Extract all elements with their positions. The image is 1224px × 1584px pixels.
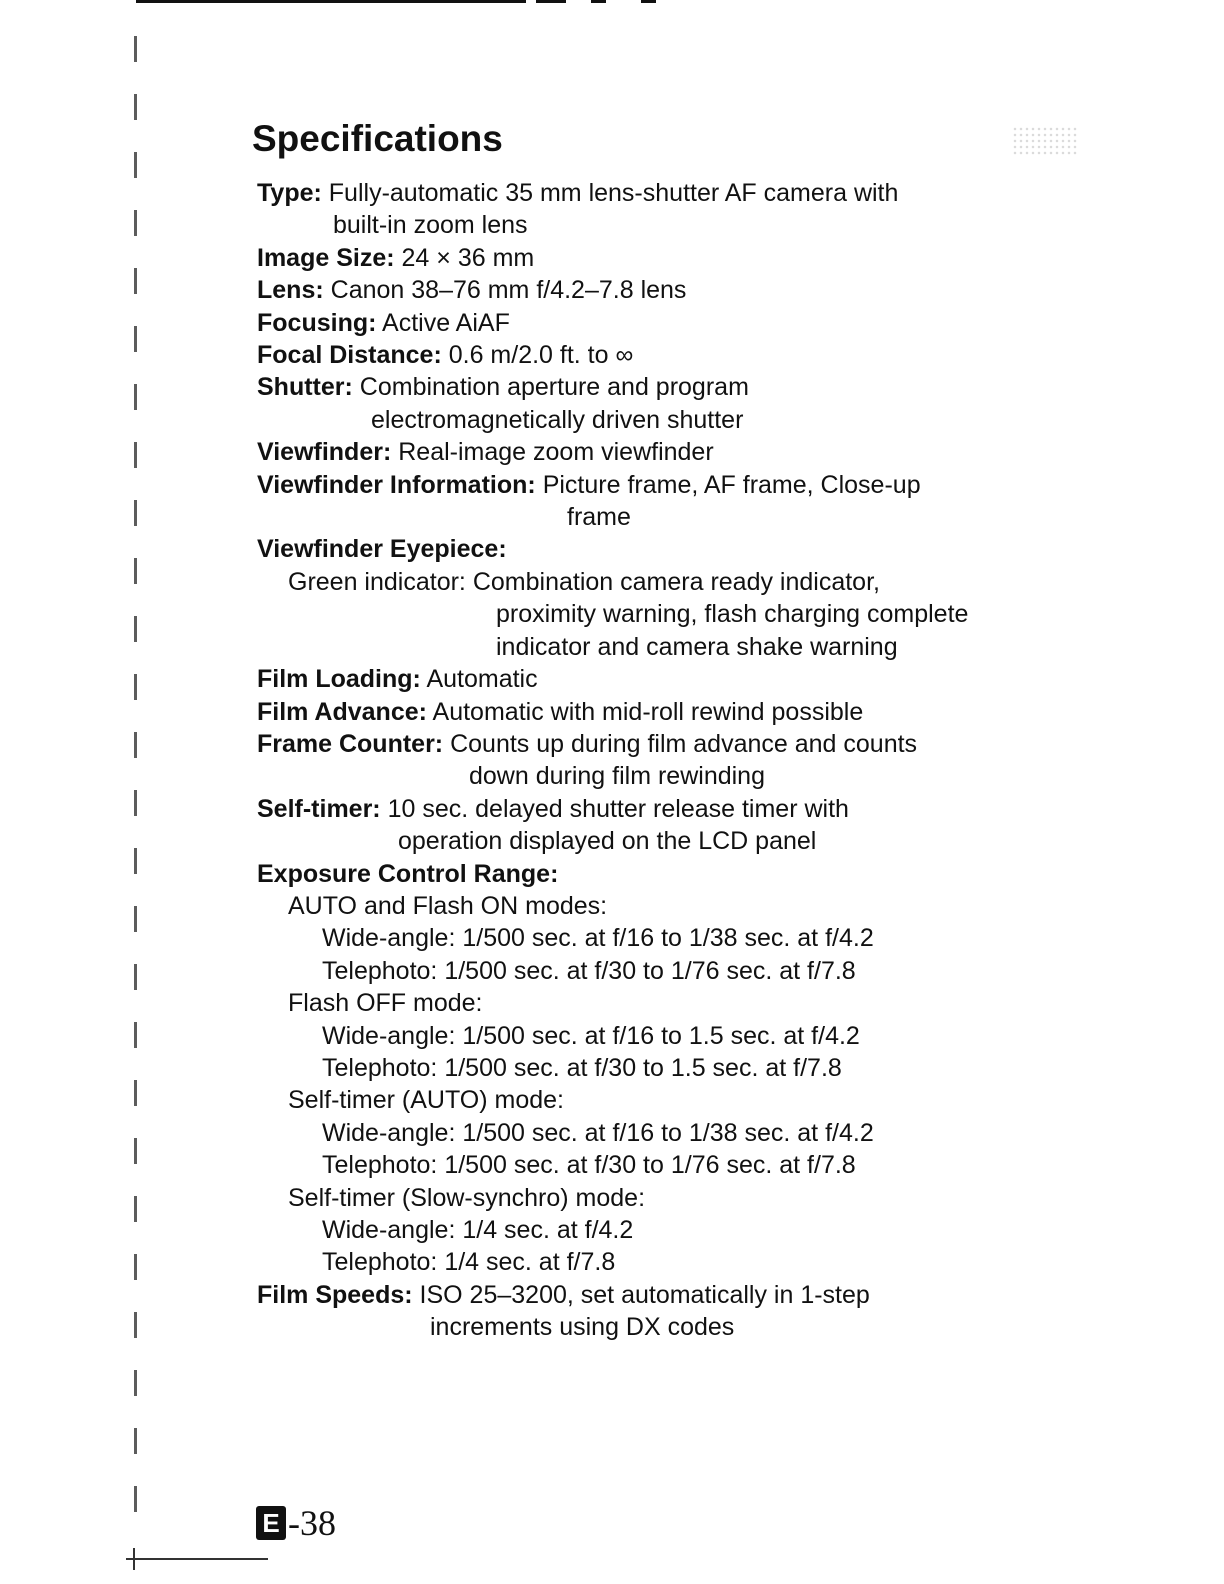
spec-value: 0.6 m/2.0 ft. to ∞ <box>448 341 634 370</box>
spec-continuation: electromagnetically driven shutter <box>371 405 744 434</box>
spec-focusing <box>257 307 1057 339</box>
spec-continuation: indicator and camera shake warning <box>496 632 898 661</box>
spec-value: Combination camera ready indicator, <box>472 567 880 596</box>
spec-sub-label: Green indicator: <box>288 567 466 596</box>
top-rule <box>136 0 656 3</box>
specifications-list <box>257 177 1057 1344</box>
spec-label: Film Advance: <box>257 697 427 726</box>
page-title: Specifications <box>252 118 503 159</box>
exposure-telephoto: Telephoto: 1/500 sec. at f/30 to 1.5 sec. at f/7.8 <box>322 1053 842 1082</box>
spec-label: Film Loading: <box>257 665 421 694</box>
spec-focal-distance <box>257 339 1057 371</box>
spec-exposure-control-range <box>257 858 1057 890</box>
spec-label: Viewfinder: <box>257 438 392 467</box>
page-number: -38 <box>288 1503 336 1543</box>
spec-green-indicator <box>257 566 1057 598</box>
exposure-mode-name: Self-timer (Slow-synchro) mode: <box>288 1183 646 1212</box>
exposure-wide-angle: Wide-angle: 1/500 sec. at f/16 to 1.5 sec. at f/4.2 <box>322 1021 860 1050</box>
spec-value: Real-image zoom viewfinder <box>398 438 714 467</box>
spec-shutter <box>257 371 1057 403</box>
exposure-telephoto: Telephoto: 1/500 sec. at f/30 to 1/76 sec. at f/7.8 <box>322 1151 856 1180</box>
exposure-telephoto: Telephoto: 1/4 sec. at f/7.8 <box>322 1248 616 1277</box>
spec-label: Lens: <box>257 276 324 305</box>
spec-continuation: down during film rewinding <box>469 762 765 791</box>
spec-continuation: built-in zoom lens <box>333 211 528 240</box>
spec-film-advance <box>257 696 1057 728</box>
spec-film-loading <box>257 663 1057 695</box>
spec-label: Shutter: <box>257 373 353 402</box>
spec-value: Canon 38–76 mm f/4.2–7.8 lens <box>330 276 687 305</box>
spec-value: Automatic with mid-roll rewind possible <box>432 697 864 726</box>
spec-label: Type: <box>257 179 322 207</box>
spec-value: ISO 25–3200, set automatically in 1-step <box>419 1280 870 1309</box>
exposure-mode-name: AUTO and Flash ON modes: <box>288 891 608 920</box>
spec-label: Image Size: <box>257 243 395 272</box>
spec-viewfinder <box>257 436 1057 468</box>
spec-lens <box>257 274 1057 306</box>
spec-value: Automatic <box>426 665 538 694</box>
spec-value: Fully-automatic 35 mm lens-shutter AF camera with <box>328 179 899 207</box>
spec-film-speeds <box>257 1279 1057 1311</box>
bottom-rule <box>126 1558 268 1560</box>
scan-speckle <box>1012 126 1078 156</box>
spec-viewfinder-eyepiece <box>257 533 1057 565</box>
spec-continuation: operation displayed on the LCD panel <box>398 827 817 856</box>
spec-viewfinder-information <box>257 469 1057 501</box>
spec-label: Viewfinder Eyepiece: <box>257 535 507 564</box>
spec-continuation: increments using DX codes <box>430 1313 735 1342</box>
spec-continuation: proximity warning, flash charging complete <box>496 600 969 629</box>
margin-ticks <box>134 36 137 1536</box>
spec-label: Self-timer: <box>257 794 381 823</box>
spec-value: Picture frame, AF frame, Close-up <box>542 470 921 499</box>
exposure-mode-name: Self-timer (AUTO) mode: <box>288 1086 564 1115</box>
spec-continuation: frame <box>567 503 631 532</box>
language-badge: E <box>256 1506 286 1540</box>
spec-value: 10 sec. delayed shutter release timer with <box>387 794 849 823</box>
exposure-mode-name: Flash OFF mode: <box>288 989 483 1018</box>
spec-label: Film Speeds: <box>257 1280 413 1309</box>
spec-label: Focusing: <box>257 308 377 337</box>
spec-self-timer <box>257 793 1057 825</box>
spec-value: 24 × 36 mm <box>401 243 535 272</box>
exposure-telephoto: Telephoto: 1/500 sec. at f/30 to 1/76 sec. at f/7.8 <box>322 956 856 985</box>
page-footer <box>256 1502 336 1544</box>
spec-label: Viewfinder Information: <box>257 470 536 499</box>
spec-value: Combination aperture and program <box>359 373 749 402</box>
spec-type <box>257 177 1057 209</box>
exposure-wide-angle: Wide-angle: 1/4 sec. at f/4.2 <box>322 1216 634 1244</box>
spec-label: Exposure Control Range: <box>257 859 559 888</box>
exposure-wide-angle: Wide-angle: 1/500 sec. at f/16 to 1/38 sec. at f/4.2 <box>322 924 874 953</box>
spec-frame-counter <box>257 728 1057 760</box>
spec-value: Counts up during film advance and counts <box>450 729 918 758</box>
spec-label: Focal Distance: <box>257 341 442 370</box>
exposure-wide-angle: Wide-angle: 1/500 sec. at f/16 to 1/38 sec. at f/4.2 <box>322 1118 874 1147</box>
spec-value: Active AiAF <box>382 308 510 337</box>
spec-label: Frame Counter: <box>257 729 444 758</box>
spec-image-size <box>257 242 1057 274</box>
